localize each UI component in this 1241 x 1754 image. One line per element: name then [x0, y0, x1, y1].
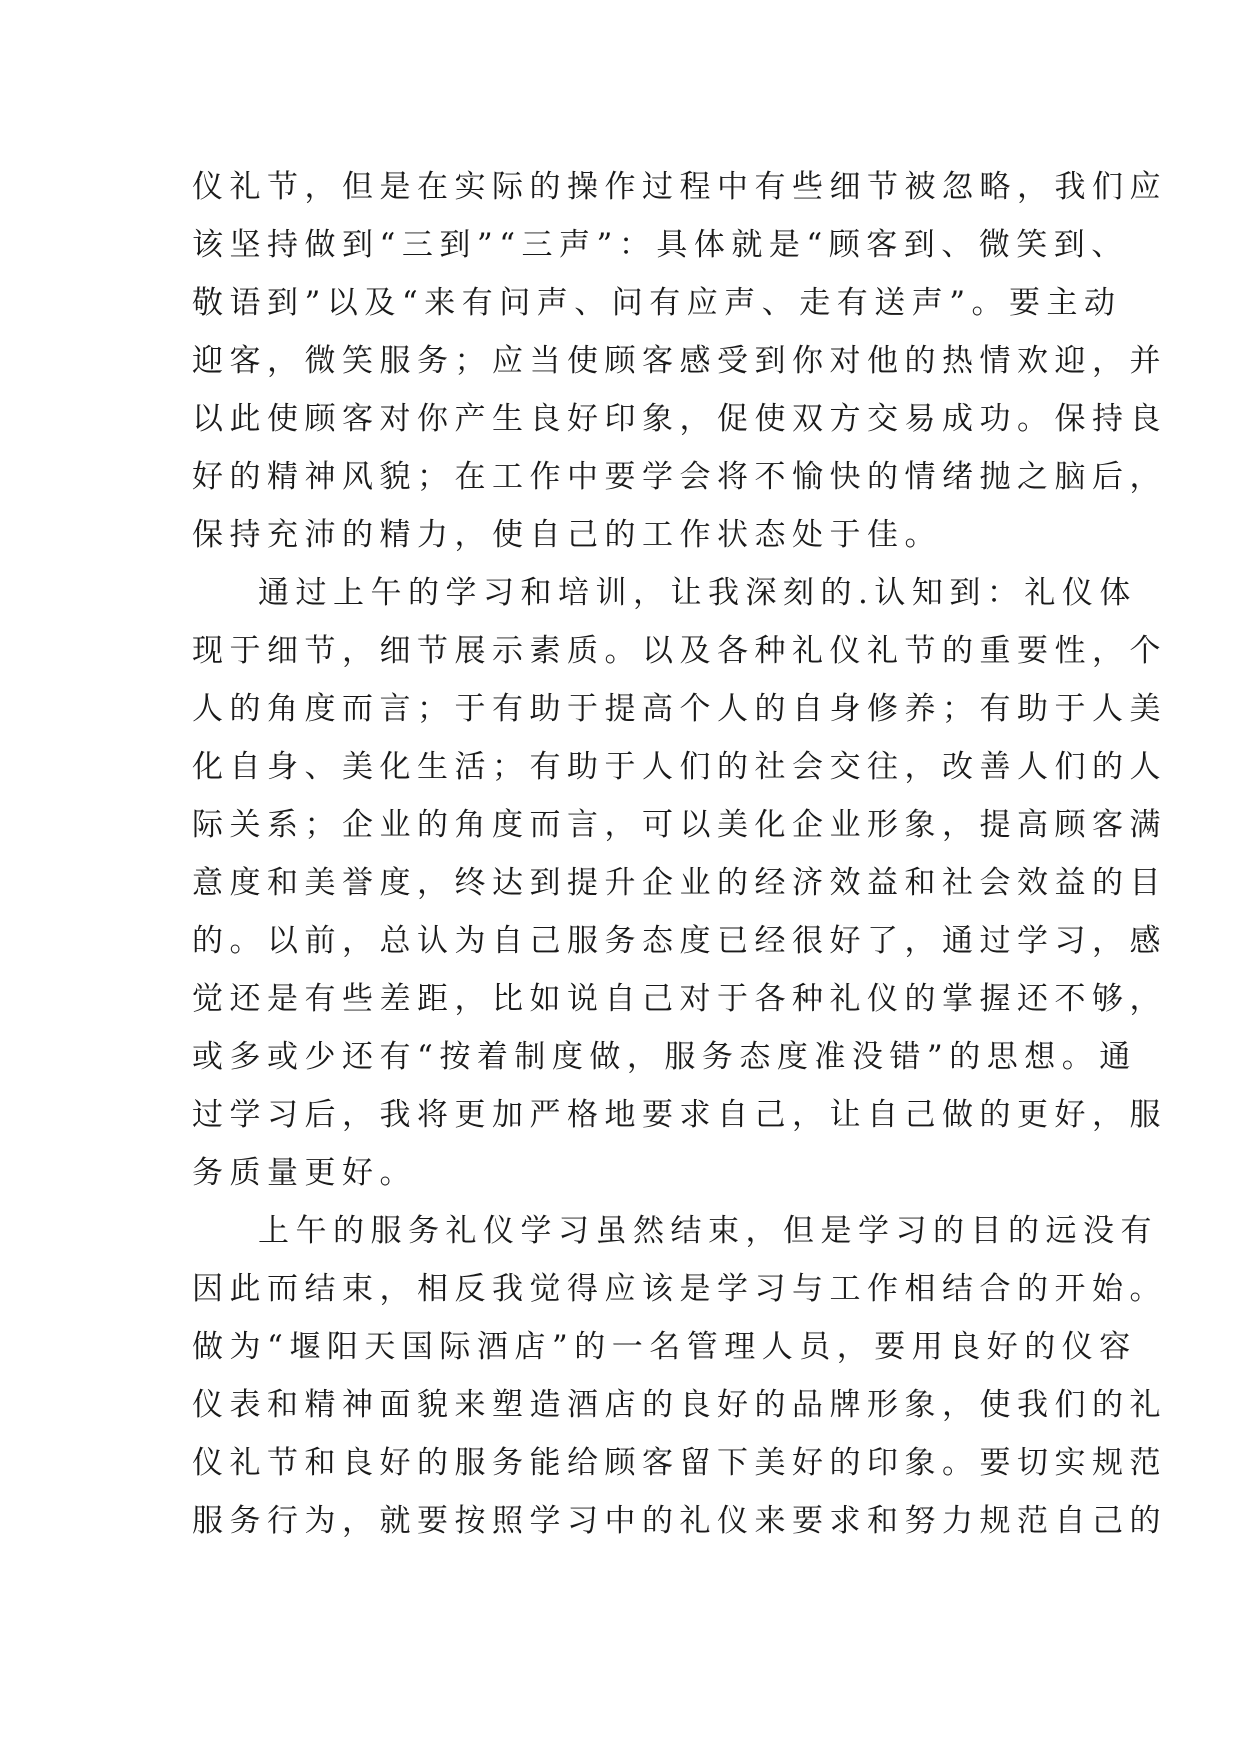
text-line: 的。以前，总认为自己服务态度已经很好了，通过学习，感 — [192, 923, 1167, 959]
text-line: 敬语到”以及“来有问声、问有应声、走有送声”。要主动 — [192, 285, 1122, 321]
paragraph-start-line: 通过上午的学习和培训，让我深刻的.认知到：礼仪体 — [258, 575, 1137, 611]
body-text — [192, 158, 1167, 1550]
text-line: 保持充沛的精力，使自己的工作状态处于佳。 — [192, 517, 942, 553]
text-line: 好的精神风貌；在工作中要学会将不愉快的情绪抛之脑后， — [192, 459, 1167, 495]
paragraph-start-line: 上午的服务礼仪学习虽然结束，但是学习的目的远没有 — [258, 1213, 1158, 1249]
text-line: 服务行为，就要按照学习中的礼仪来要求和努力规范自己的 — [192, 1503, 1167, 1539]
text-line: 务质量更好。 — [192, 1155, 417, 1191]
text-line: 仪礼节，但是在实际的操作过程中有些细节被忽略，我们应 — [192, 169, 1167, 205]
text-line: 迎客，微笑服务；应当使顾客感受到你对他的热情欢迎，并 — [192, 343, 1167, 379]
text-line: 际关系；企业的角度而言，可以美化企业形象，提高顾客满 — [192, 807, 1167, 843]
text-line: 以此使顾客对你产生良好印象，促使双方交易成功。保持良 — [192, 401, 1167, 437]
text-line: 仪礼节和良好的服务能给顾客留下美好的印象。要切实规范 — [192, 1445, 1167, 1481]
text-line: 人的角度而言；于有助于提高个人的自身修养；有助于人美 — [192, 691, 1167, 727]
text-line: 做为“堰阳天国际酒店”的一名管理人员，要用良好的仪容 — [192, 1329, 1137, 1365]
text-line: 现于细节，细节展示素质。以及各种礼仪礼节的重要性，个 — [192, 633, 1167, 669]
text-line: 该坚持做到“三到”“三声”：具体就是“顾客到、微笑到、 — [192, 227, 1129, 263]
text-line: 或多或少还有“按着制度做，服务态度准没错”的思想。通 — [192, 1039, 1137, 1075]
text-line: 化自身、美化生活；有助于人们的社会交往，改善人们的人 — [192, 749, 1167, 785]
text-line: 过学习后，我将更加严格地要求自己，让自己做的更好，服 — [192, 1097, 1167, 1133]
text-line: 觉还是有些差距，比如说自己对于各种礼仪的掌握还不够， — [192, 981, 1167, 1017]
text-line: 仪表和精神面貌来塑造酒店的良好的品牌形象，使我们的礼 — [192, 1387, 1167, 1423]
text-line: 意度和美誉度，终达到提升企业的经济效益和社会效益的目 — [192, 865, 1167, 901]
text-line: 因此而结束，相反我觉得应该是学习与工作相结合的开始。 — [192, 1271, 1167, 1307]
